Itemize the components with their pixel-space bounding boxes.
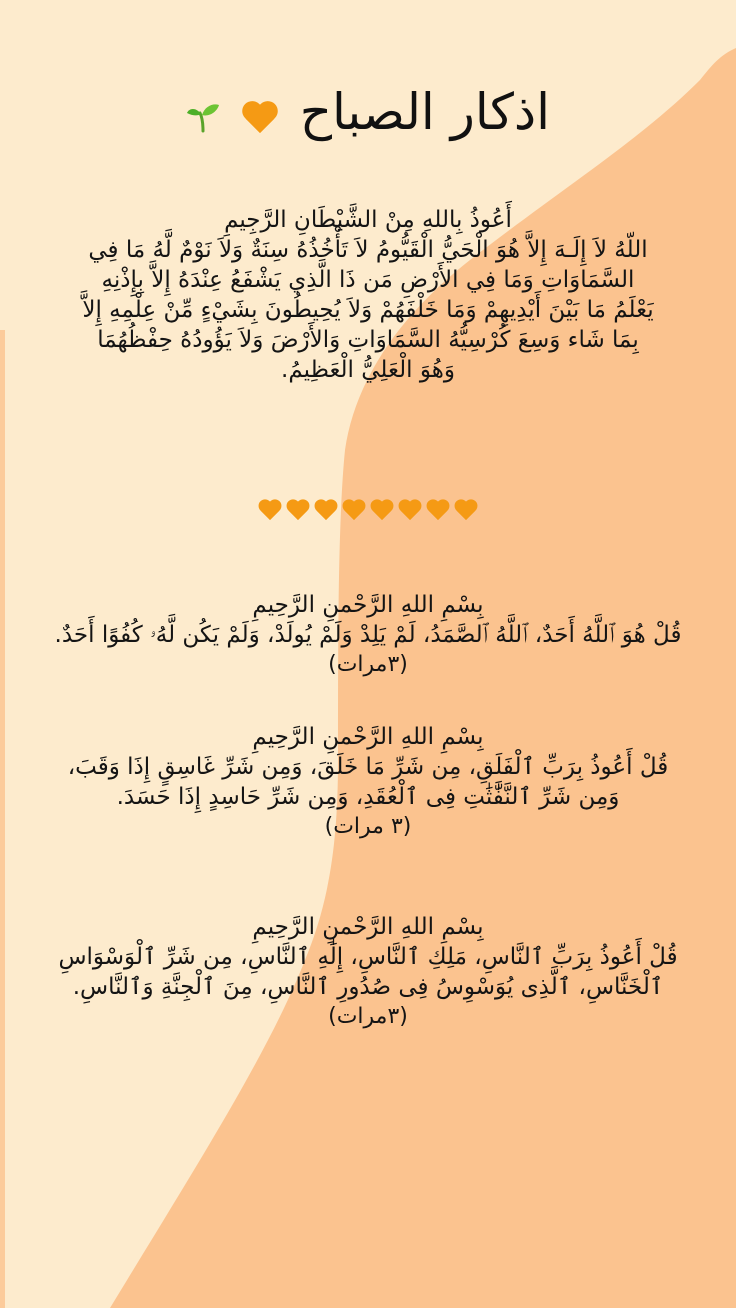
repeat-count: (٣مرات) bbox=[328, 652, 408, 677]
ayah-line: يَعْلَمُ مَا بَيْنَ أَيْدِيهِمْ وَمَا خَلْفَهُمْ وَلاَ يُحِيطُونَ بِشَيْءٍ مِّنْ عِلْمِهِ إِلاَّ bbox=[82, 297, 654, 323]
orange-heart-icon bbox=[425, 498, 451, 522]
orange-heart-icon bbox=[240, 98, 280, 134]
ayah-line: بِمَا شَاء وَسِعَ كُرْسِيُّهُ السَّمَاوَاتِ وَالأَرْضَ وَلاَ يَؤُودُهُ حِفْظُهُمَا bbox=[97, 327, 639, 353]
page-title bbox=[0, 72, 736, 152]
surah-al-ikhlas bbox=[30, 590, 706, 680]
basmala: بِسْمِ اللهِ الرَّحْمنِ الرَّحِيمِ bbox=[252, 592, 484, 618]
heart-divider bbox=[0, 498, 736, 529]
ayah-line: اللّهُ لاَ إِلَـهَ إِلاَّ هُوَ الْحَيُّ الْقَيُّومُ لاَ تَأْخُذُهُ سِنَةٌ وَلاَ نَوْمٌ لَّهُ مَا فِي bbox=[88, 237, 648, 263]
ayat-al-kursi bbox=[30, 205, 706, 385]
orange-heart-icon bbox=[453, 498, 479, 522]
surah-line: قُلْ أَعُوذُ بِرَبِّ ٱلنَّاسِ، مَلِكِ ٱلنَّاسِ، إِلَٰهِ ٱلنَّاسِ، مِن شَرِّ ٱلْوَسْوَاسِ bbox=[58, 944, 678, 970]
repeat-count: (٣مرات) bbox=[328, 1004, 408, 1029]
isti-adha-line: أَعُوذُ بِاللهِ مِنْ الشَّيْطَانِ الرَّجِيمِ bbox=[224, 207, 512, 233]
ayah-line: وَهُوَ الْعَلِيُّ الْعَظِيمُ. bbox=[281, 357, 455, 383]
basmala: بِسْمِ اللهِ الرَّحْمنِ الرَّحِيمِ bbox=[252, 724, 484, 750]
basmala: بِسْمِ اللهِ الرَّحْمنِ الرَّحِيمِ bbox=[252, 914, 484, 940]
orange-heart-icon bbox=[257, 498, 283, 522]
title-text: اذكار الصباح bbox=[299, 83, 551, 141]
orange-heart-icon bbox=[341, 498, 367, 522]
surah-line: وَمِن شَرِّ ٱلنَّفَّٰثَٰتِ فِى ٱلْعُقَدِ، وَمِن شَرِّ حَاسِدٍ إِذَا حَسَدَ. bbox=[116, 784, 620, 810]
sprout-icon bbox=[186, 99, 220, 133]
orange-heart-icon bbox=[313, 498, 339, 522]
surah-line: قُلْ هُوَ ٱللَّهُ أَحَدٌ، ٱللَّهُ ٱلصَّمَدُ، لَمْ يَلِدْ وَلَمْ يُولَدْ، وَلَمْ يَكُن لَّهُۥ كُفُوًا أَحَدٌ. bbox=[54, 622, 682, 648]
orange-heart-icon bbox=[285, 498, 311, 522]
orange-heart-icon bbox=[369, 498, 395, 522]
orange-heart-icon bbox=[397, 498, 423, 522]
surah-al-falaq bbox=[30, 722, 706, 842]
surah-line: قُلْ أَعُوذُ بِرَبِّ ٱلْفَلَقِ، مِن شَرِّ مَا خَلَقَ، وَمِن شَرِّ غَاسِقٍ إِذَا وَقَبَ، bbox=[67, 754, 669, 780]
repeat-count: (٣ مرات) bbox=[324, 814, 412, 839]
surah-line: ٱلْخَنَّاسِ، ٱلَّذِى يُوَسْوِسُ فِى صُدُورِ ٱلنَّاسِ، مِنَ ٱلْجِنَّةِ وَٱلنَّاسِ. bbox=[72, 974, 664, 1000]
surah-an-nas bbox=[30, 912, 706, 1032]
ayah-line: السَّمَاوَاتِ وَمَا فِي الأَرْضِ مَن ذَا الَّذِي يَشْفَعُ عِنْدَهُ إِلاَّ بِإِذْنِهِ bbox=[101, 267, 635, 293]
